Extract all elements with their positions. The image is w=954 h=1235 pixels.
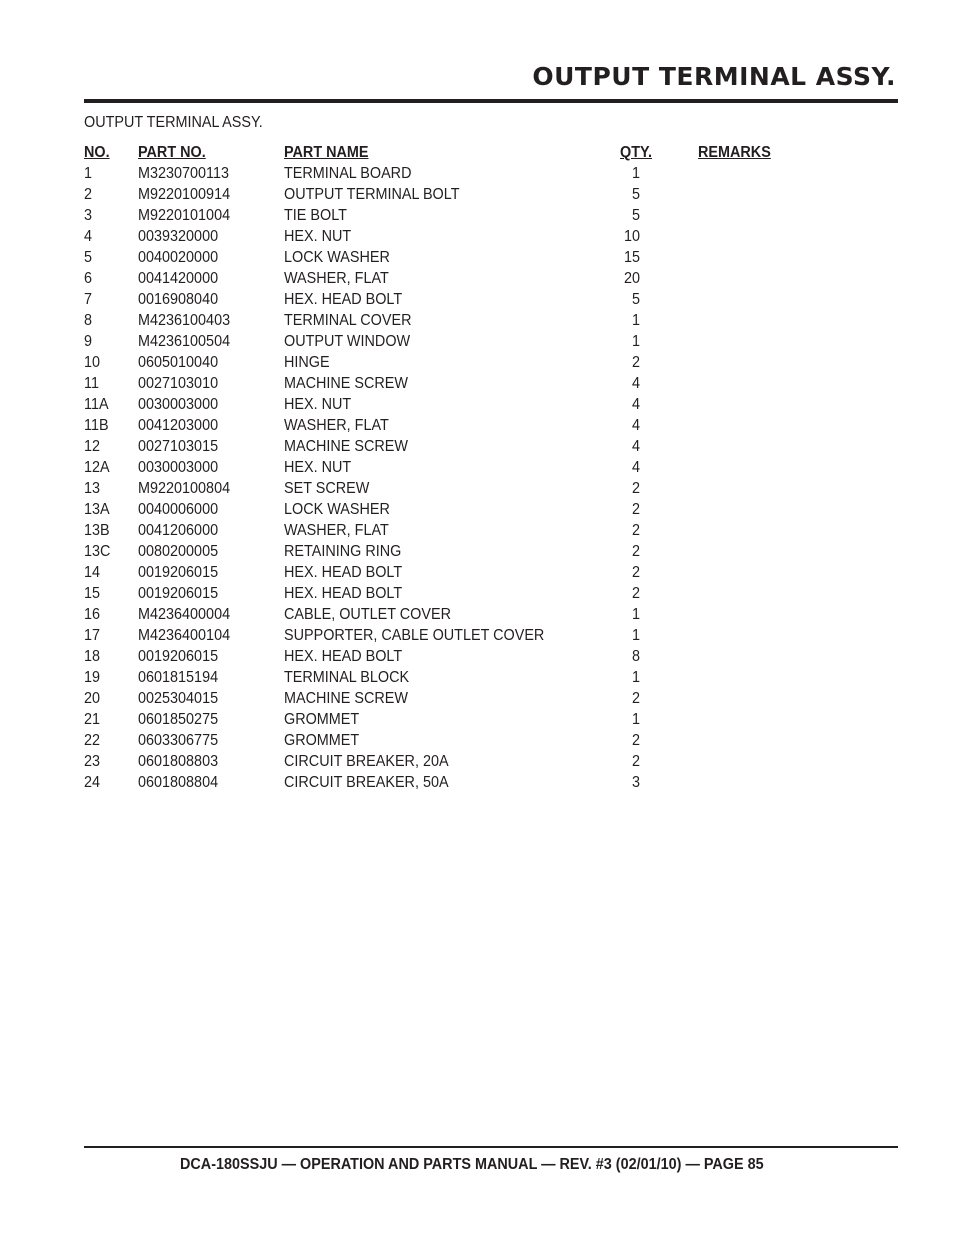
cell-qty: 2 [631,753,640,770]
page-title: OUTPUT TERMINAL ASSY. [532,62,896,91]
table-row [84,226,784,247]
cell-no: 2 [84,186,93,203]
cell-part-name: WASHER, FLAT [284,417,389,434]
cell-part-name: SET SCREW [284,480,370,497]
table-row [84,688,784,709]
column-header-part-name: PART NAME [284,144,369,161]
cell-qty: 2 [631,543,640,560]
table-row [84,751,784,772]
cell-part-no: 0080200005 [138,543,219,560]
cell-part-no: M4236100504 [138,333,231,350]
cell-no: 6 [84,270,93,287]
cell-qty: 1 [631,606,640,623]
cell-part-no: 0016908040 [138,291,219,308]
cell-qty: 1 [631,165,640,182]
cell-part-no: 0030003000 [138,459,219,476]
cell-qty: 2 [631,480,640,497]
cell-part-name: CIRCUIT BREAKER, 20A [284,753,449,770]
cell-qty: 1 [631,312,640,329]
cell-no: 8 [84,312,93,329]
cell-part-name: GROMMET [284,711,360,728]
cell-qty: 1 [631,627,640,644]
table-row [84,247,784,268]
cell-part-no: M9220101004 [138,207,231,224]
cell-no: 13A [84,501,110,518]
cell-no: 13 [84,480,101,497]
cell-no: 13B [84,522,110,539]
table-row [84,352,784,373]
cell-qty: 5 [631,207,640,224]
table-row [84,373,784,394]
cell-part-no: 0019206015 [138,648,219,665]
cell-part-name: MACHINE SCREW [284,375,409,392]
table-row [84,394,784,415]
cell-part-no: M3230700113 [138,165,230,182]
cell-part-no: 0030003000 [138,396,219,413]
table-row [84,289,784,310]
page-footer: DCA-180SSJU — OPERATION AND PARTS MANUAL — REV. #3 (02/01/10) — PAGE 85 [180,1156,764,1173]
cell-qty: 1 [631,711,640,728]
table-row [84,562,784,583]
cell-part-name: TERMINAL BOARD [284,165,412,182]
cell-part-name: GROMMET [284,732,360,749]
cell-no: 19 [84,669,101,686]
cell-qty: 2 [631,564,640,581]
cell-part-name: HEX. HEAD BOLT [284,564,403,581]
cell-part-no: 0601808804 [138,774,219,791]
cell-part-no: 0025304015 [138,690,219,707]
cell-part-name: OUTPUT TERMINAL BOLT [284,186,460,203]
cell-no: 3 [84,207,93,224]
cell-part-no: M4236400004 [138,606,231,623]
cell-qty: 10 [623,228,640,245]
table-header-row [84,142,784,163]
cell-part-name: RETAINING RING [284,543,402,560]
cell-part-no: 0041420000 [138,270,219,287]
table-row [84,457,784,478]
table-row [84,268,784,289]
cell-no: 9 [84,333,93,350]
table-row [84,541,784,562]
cell-part-name: HEX. NUT [284,459,352,476]
cell-no: 11B [84,417,109,434]
cell-part-no: 0027103015 [138,438,219,455]
cell-part-no: 0601808803 [138,753,219,770]
cell-qty: 15 [623,249,640,266]
cell-part-name: MACHINE SCREW [284,690,409,707]
cell-part-name: HEX. HEAD BOLT [284,291,403,308]
cell-qty: 4 [631,396,640,413]
table-row [84,604,784,625]
cell-part-name: TERMINAL COVER [284,312,412,329]
cell-part-no: 0041206000 [138,522,219,539]
cell-no: 10 [84,354,101,371]
table-row [84,625,784,646]
cell-qty: 1 [631,669,640,686]
cell-part-name: HEX. NUT [284,396,352,413]
cell-part-no: 0601815194 [138,669,219,686]
cell-part-no: 0041203000 [138,417,219,434]
cell-part-no: M9220100914 [138,186,231,203]
cell-part-name: HINGE [284,354,330,371]
column-header-qty: QTY. [620,144,653,161]
cell-qty: 5 [631,291,640,308]
section-label: OUTPUT TERMINAL ASSY. [84,114,263,131]
cell-part-no: 0039320000 [138,228,219,245]
cell-no: 24 [84,774,101,791]
cell-part-no: 0601850275 [138,711,219,728]
cell-qty: 2 [631,501,640,518]
cell-no: 15 [84,585,101,602]
cell-no: 7 [84,291,93,308]
cell-no: 23 [84,753,101,770]
title-divider [84,99,898,103]
table-row [84,583,784,604]
cell-qty: 2 [631,690,640,707]
cell-part-no: M9220100804 [138,480,231,497]
cell-qty: 20 [623,270,640,287]
cell-qty: 2 [631,522,640,539]
footer-divider [84,1146,898,1148]
cell-no: 4 [84,228,93,245]
cell-no: 12 [84,438,101,455]
table-row [84,310,784,331]
column-header-remarks: REMARKS [698,144,771,161]
cell-part-name: MACHINE SCREW [284,438,409,455]
cell-part-no: 0040020000 [138,249,219,266]
cell-part-no: 0019206015 [138,564,219,581]
column-header-no: NO. [84,144,110,161]
table-row [84,436,784,457]
parts-table [84,142,784,793]
cell-qty: 8 [631,648,640,665]
cell-part-name: LOCK WASHER [284,249,390,266]
cell-no: 12A [84,459,110,476]
cell-qty: 2 [631,732,640,749]
cell-part-name: CIRCUIT BREAKER, 50A [284,774,449,791]
cell-part-no: M4236400104 [138,627,231,644]
cell-part-no: 0040006000 [138,501,219,518]
cell-part-name: HEX. HEAD BOLT [284,648,403,665]
table-row [84,331,784,352]
cell-no: 21 [84,711,101,728]
table-body [84,163,784,793]
table-row [84,163,784,184]
cell-part-name: HEX. NUT [284,228,352,245]
cell-qty: 3 [631,774,640,791]
cell-part-name: OUTPUT WINDOW [284,333,411,350]
cell-qty: 4 [631,417,640,434]
cell-no: 13C [84,543,111,560]
table-row [84,730,784,751]
table-row [84,184,784,205]
table-row [84,478,784,499]
cell-part-no: 0603306775 [138,732,219,749]
cell-no: 5 [84,249,93,266]
cell-part-no: 0027103010 [138,375,219,392]
table-row [84,709,784,730]
cell-qty: 5 [631,186,640,203]
cell-qty: 2 [631,354,640,371]
cell-part-name: LOCK WASHER [284,501,390,518]
cell-part-name: HEX. HEAD BOLT [284,585,403,602]
cell-part-no: M4236100403 [138,312,231,329]
cell-no: 22 [84,732,101,749]
cell-qty: 2 [631,585,640,602]
cell-no: 16 [84,606,101,623]
cell-part-name: WASHER, FLAT [284,270,389,287]
column-header-part-no: PART NO. [138,144,206,161]
cell-qty: 1 [631,333,640,350]
cell-part-name: TIE BOLT [284,207,347,224]
cell-part-name: CABLE, OUTLET COVER [284,606,451,623]
cell-qty: 4 [631,459,640,476]
table-row [84,205,784,226]
table-row [84,520,784,541]
table-row [84,772,784,793]
table-row [84,667,784,688]
table-row [84,646,784,667]
cell-part-name: SUPPORTER, CABLE OUTLET COVER [284,627,545,644]
cell-part-name: WASHER, FLAT [284,522,389,539]
cell-part-name: TERMINAL BLOCK [284,669,410,686]
cell-qty: 4 [631,438,640,455]
cell-no: 14 [84,564,101,581]
cell-no: 18 [84,648,101,665]
cell-part-no: 0605010040 [138,354,219,371]
cell-qty: 4 [631,375,640,392]
cell-no: 11 [84,375,99,392]
cell-no: 11A [84,396,109,413]
cell-no: 1 [84,165,93,182]
cell-no: 20 [84,690,101,707]
cell-no: 17 [84,627,101,644]
table-row [84,499,784,520]
table-row [84,415,784,436]
cell-part-no: 0019206015 [138,585,219,602]
